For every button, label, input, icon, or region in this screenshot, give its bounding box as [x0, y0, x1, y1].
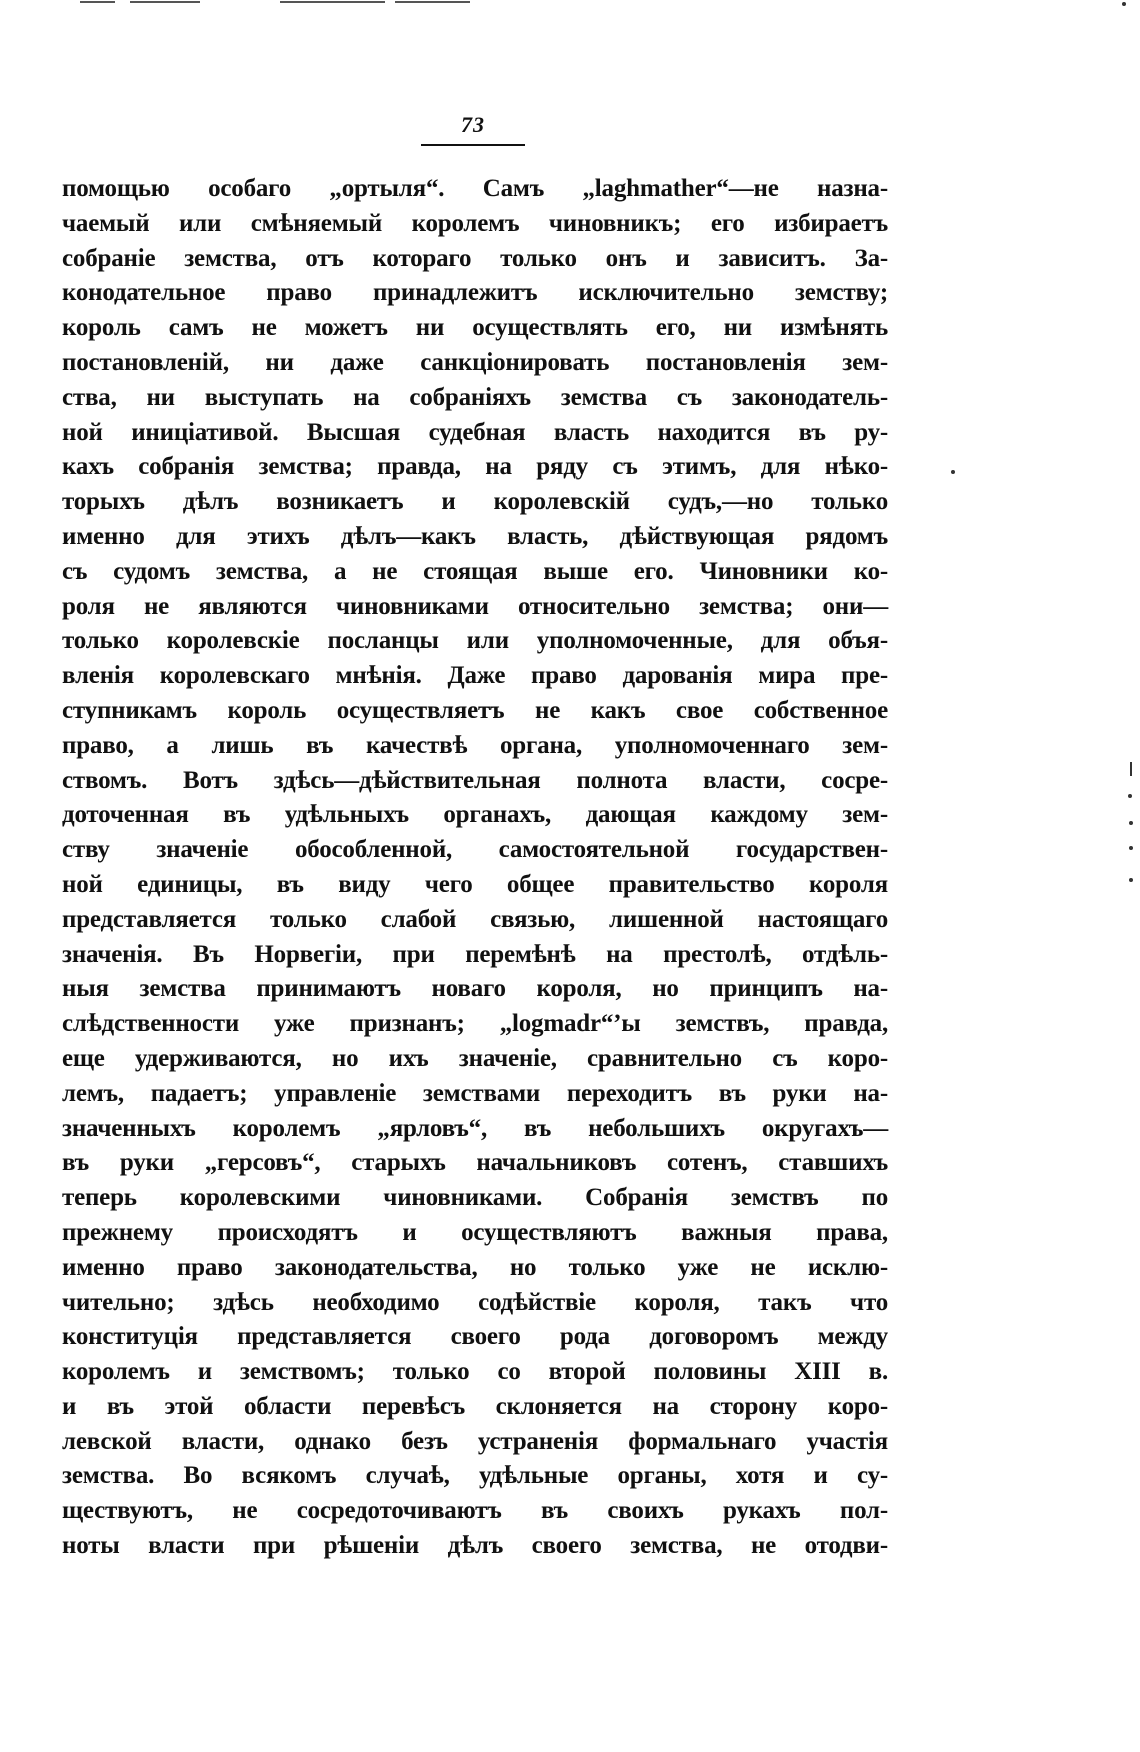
- text-line: ныя земства принимаютъ новаго короля, но принципъ на-: [62, 975, 888, 1003]
- text-line: король самъ не можетъ ни осуществлять его, ни измѣнять: [62, 314, 888, 342]
- page-number: 73: [461, 112, 485, 137]
- scan-margin-dot: [1129, 846, 1133, 850]
- text-line: именно право законодательства, но только уже не исклю-: [62, 1253, 888, 1281]
- text-line: кахъ собранія земства; правда, на ряду съ этимъ, для нѣко-: [62, 453, 888, 481]
- text-line: помощью особаго „ортыля“. Самъ „laghmather“—не назна-: [62, 175, 888, 202]
- text-line: ства, ни выступать на собраніяхъ земства съ законодатель-: [62, 383, 888, 411]
- text-line: именно для этихъ дѣлъ—какъ власть, дѣйствующая рядомъ: [62, 522, 888, 550]
- text-line: только королевскіе посланцы или уполномоченные, для объя-: [62, 627, 888, 655]
- text-line: и въ этой области перевѣсъ склоняется на сторону коро-: [62, 1392, 888, 1420]
- text-line: доточенная въ удѣльныхъ органахъ, дающая каждому зем-: [62, 801, 888, 829]
- text-line: значенныхъ королемъ „ярловъ“, въ небольшихъ округахъ—: [62, 1114, 888, 1142]
- text-line: слѣдственности уже признанъ; „logmadr“’ы земствъ, правда,: [62, 1010, 888, 1038]
- text-line: ствомъ. Вотъ здѣсь—дѣйствительная полнота власти, сосре-: [62, 766, 888, 794]
- text-line: земства. Во всякомъ случаѣ, удѣльные органы, хотя и су-: [62, 1462, 888, 1490]
- page-header: [421, 112, 525, 146]
- scan-margin-dot: [1122, 2, 1126, 6]
- text-line: чительно; здѣсь необходимо содѣйствіе короля, такъ что: [62, 1288, 888, 1316]
- text-line: торыхъ дѣлъ возникаетъ и королевскій судъ,—но только: [62, 488, 888, 516]
- scan-margin-dot: [1129, 821, 1133, 825]
- text-line: право, а лишь въ качествѣ органа, уполномоченнаго зем-: [62, 731, 888, 759]
- text-line: ной иниціативой. Высшая судебная власть находится въ ру-: [62, 418, 888, 446]
- text-line: ступникамъ король осуществляетъ не какъ свое собственное: [62, 696, 888, 724]
- text-line: ной единицы, въ виду чего общее правительство короля: [62, 870, 888, 898]
- scan-margin-dot: [1129, 878, 1133, 882]
- text-line: еще удерживаются, но ихъ значеніе, сравнительно съ коро-: [62, 1044, 888, 1072]
- scan-margin-dot: [1128, 794, 1132, 798]
- text-line: съ судомъ земства, а не стоящая выше его. Чиновники ко-: [62, 557, 888, 585]
- text-line: теперь королевскими чиновниками. Собранія земствъ по: [62, 1184, 888, 1212]
- text-line: прежнему происходятъ и осуществляютъ важныя права,: [62, 1218, 888, 1246]
- text-line: королемъ и земствомъ; только со второй половины XIII в.: [62, 1358, 888, 1386]
- text-line: чаемый или смѣняемый королемъ чиновникъ; его избираетъ: [62, 209, 888, 237]
- scan-margin-dot: [1130, 762, 1132, 776]
- text-line: конституція представляется своего рода договоромъ между: [62, 1323, 888, 1351]
- body-text: [62, 172, 888, 1564]
- text-line: представляется только слабой связью, лишенной настоящаго: [62, 905, 888, 933]
- text-line: постановленій, ни даже санкціонировать постановленія зем-: [62, 348, 888, 376]
- scan-margin-dot: [951, 470, 955, 474]
- text-line: ноты власти при рѣшеніи дѣлъ своего земства, не отодви-: [62, 1532, 888, 1560]
- text-line: левской власти, однако безъ устраненія формальнаго участія: [62, 1427, 888, 1455]
- text-line: лемъ, падаетъ; управленіе земствами переходитъ въ руки на-: [62, 1079, 888, 1107]
- text-line: конодательное право принадлежитъ исключительно земству;: [62, 279, 888, 307]
- text-line: значенія. Въ Норвегіи, при перемѣнѣ на престолѣ, отдѣль-: [62, 940, 888, 968]
- text-line: вленія королевскаго мнѣнія. Даже право дарованія мира пре-: [62, 662, 888, 690]
- text-line: ству значеніе обособленной, самостоятельной государствен-: [62, 836, 888, 864]
- text-line: въ руки „герсовъ“, старыхъ начальниковъ сотенъ, ставшихъ: [62, 1149, 888, 1177]
- text-line: роля не являются чиновниками относительно земства; они—: [62, 592, 888, 620]
- text-line: ществуютъ, не сосредоточиваютъ въ своихъ рукахъ пол-: [62, 1497, 888, 1525]
- text-line: собраніе земства, отъ котораго только онъ и зависитъ. За-: [62, 244, 888, 272]
- page-number-rule: [421, 144, 525, 146]
